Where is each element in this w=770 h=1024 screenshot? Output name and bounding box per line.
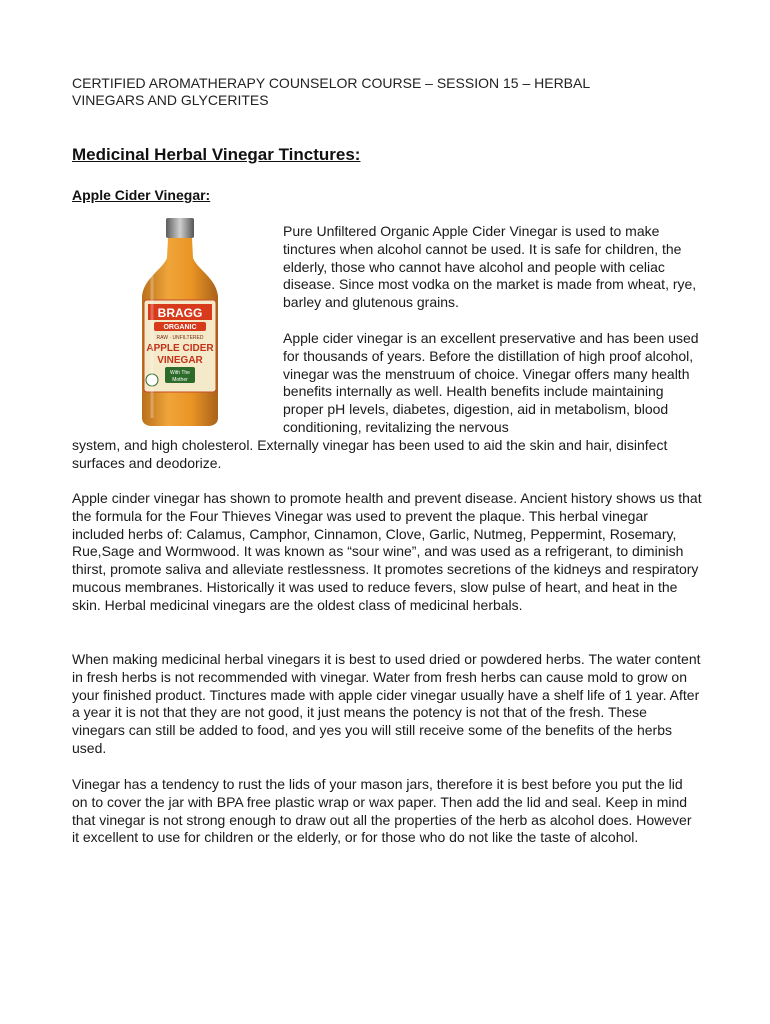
bottle-cap <box>166 218 194 238</box>
course-header <box>72 75 672 109</box>
section-heading: Apple Cider Vinegar: <box>72 187 211 203</box>
preparation-paragraph: When making medicinal herbal vinegars it is best to used dried or powdered herbs. The water content in fresh herbs is not recommended with vinegar. Water from fresh herbs can cause mold to grow on your finished product. Tinctures made with apple cider vinegar usually have a shelf life of 1 year. After a year it is not that they are not good, it just means the potency is not that of the fresh. These vinegars can still be added to food, and yes you will still receive some of the benefits of the herbs used. <box>72 651 701 756</box>
label-mother-2: Mother <box>172 377 188 383</box>
history-paragraph: Apple cinder vinegar has shown to promote health and prevent disease. Ancient history shows us that the formula for the Four Thieves Vinegar was used to prevent the plaque. This herbal vinegar included herbs of: Calamus, Camphor, Cinnamon, Clove, Garlic, Nutmeg, Peppermint, Rosemary, Rue,Sage and Wormwood. It was known as “sour wine”, and was used as a refrigerant, to diminish thirst, promote saliva and alleviate restlessness. It promotes secretions of the kidneys and respiratory mucous membranes. Historically it was used to reduce fevers, slow pulse of heart, and heat in the skin. Herbal medicinal vinegars are the oldest class of medicinal herbals. <box>72 490 702 613</box>
intro-paragraph: Pure Unfiltered Organic Apple Cider Vinegar is used to make tinctures when alcohol cannot be used. It is safe for children, the elderly, those who cannot have alcohol and people with celiac disease. Since most vodka on the market is made from wheat, rye, barley and glutenous grains. <box>283 223 697 311</box>
label-brand: BRAGG <box>157 306 203 320</box>
label-mother-1: With The <box>170 370 190 376</box>
label-product-1: APPLE CIDER <box>146 343 214 354</box>
vinegar-bottle-image <box>138 218 222 426</box>
page-title: Medicinal Herbal Vinegar Tinctures: <box>72 145 361 164</box>
storage-paragraph: Vinegar has a tendency to rust the lids of your mason jars, therefore it is best before you put the lid on to cover the jar with BPA free plastic wrap or wax paper. Then add the lid and seal. Keep in mind that vinegar is not strong enough to draw out all the properties of the herb as alcohol does. However it excellent to use for children or the elderly, or for those who do not like the taste of alcohol. <box>72 776 692 846</box>
label-raw: RAW · UNFILTERED <box>156 335 204 341</box>
course-header-line-1: CERTIFIED AROMATHERAPY COUNSELOR COURSE – SESSION 15 – HERBAL <box>72 75 591 91</box>
preservative-paragraph-continued: system, and high cholesterol. Externally vinegar has been used to aid the skin and hair, disinfect surfaces and deodorize. <box>72 437 668 471</box>
course-header-line-2: VINEGARS AND GLYCERITES <box>72 92 269 108</box>
label-product-2: VINEGAR <box>157 355 203 366</box>
preservative-paragraph: Apple cider vinegar is an excellent preservative and has been used for thousands of years. Before the distillation of high proof alcohol, vinegar was the menstruum of choice. Vinegar offers many health benefits internally as well. Health benefits include maintaining proper pH levels, diabetes, digestion, aid in metabolism, blood conditioning, revitalizing the nervous <box>283 330 699 435</box>
label-organic: ORGANIC <box>163 324 197 331</box>
